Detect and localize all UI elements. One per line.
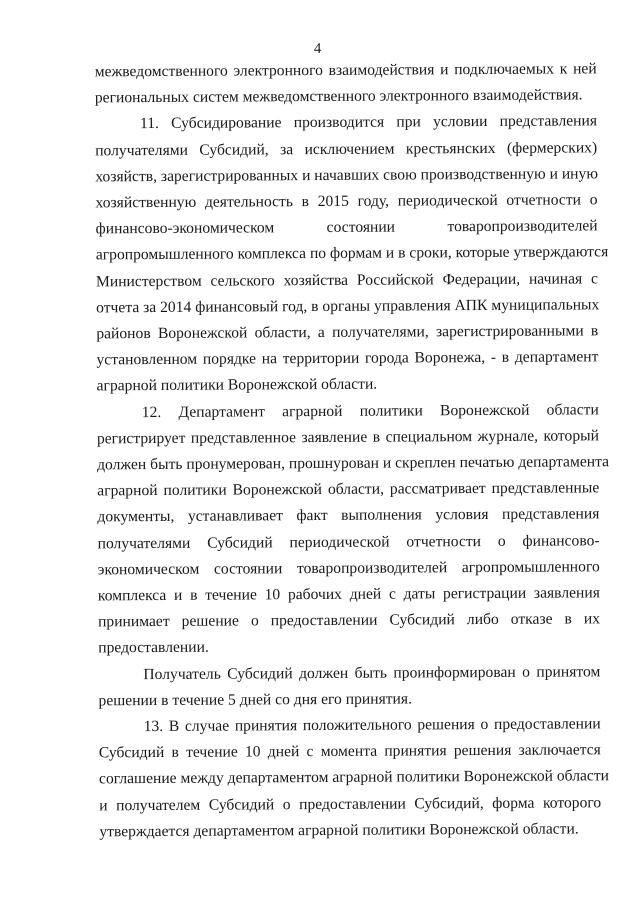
text-line: 12. Департамент аграрной политики Воронежской области bbox=[141, 400, 599, 421]
text-line: агропромышленного комплекса по формам и в сроки, которые утверждаются bbox=[95, 243, 609, 264]
text-line: 11. Субсидирование производится при условии представления bbox=[139, 112, 598, 133]
text-line: предоставлении. bbox=[98, 639, 209, 657]
text-line: соглашение между департаментом аграрной политики Воронежской области bbox=[98, 767, 610, 788]
text-line: районов Воронежской области, а получателями, зарегистрированными в bbox=[96, 322, 599, 343]
text-line: отчета за 2014 финансовый год, в органы управления АПК муниципальных bbox=[96, 296, 600, 317]
text-line: комплекса и в течение 10 рабочих дней с даты регистрации заявления bbox=[97, 584, 600, 605]
page-number: 4 bbox=[313, 40, 322, 58]
text-line: получателями Субсидий периодической отчетности о финансово- bbox=[97, 531, 600, 553]
text-line: должен быть пронумерован, прошнурован и скреплен печатью департамента bbox=[97, 453, 610, 474]
text-line: хозяйств, зарегистрированных и начавших свою производственную и иную bbox=[95, 165, 598, 186]
paragraph-13 bbox=[98, 711, 610, 845]
text-line: Получатель Субсидий должен быть проинформирован о принятом bbox=[143, 662, 601, 683]
text-line: межведомственного электронного взаимодействия и подключаемых к ней bbox=[94, 60, 597, 81]
paragraph-continuation bbox=[95, 56, 597, 111]
text-line: Министерством сельского хозяйства Российской Федерации, начиная с bbox=[95, 269, 599, 290]
text-line: утверждается департаментом аграрной политики Воронежской области. bbox=[99, 820, 579, 841]
paragraph-notification bbox=[98, 659, 600, 714]
text-line: Субсидий в течение 10 дней с момента принятия решения заключается bbox=[98, 741, 601, 762]
text-line: финансово-экономическом состоянии товаропроизводителей bbox=[95, 217, 598, 238]
text-line: хозяйственную деятельность в 2015 году, периодической отчетности о bbox=[95, 191, 598, 212]
text-line: документы, устанавливает факт выполнения условия представления bbox=[97, 505, 600, 526]
text-line: 13. В случае принятия положительного решения о предоставлении bbox=[143, 715, 601, 736]
text-line: и получателем Субсидий о предоставлении Субсидий, форма которого bbox=[99, 793, 602, 815]
text-line: получателями Субсидий, за исключением крестьянских (фермерских) bbox=[95, 138, 598, 159]
paragraph-12 bbox=[96, 397, 610, 662]
text-line: регистрирует представленное заявление в специальном журнале, который bbox=[96, 427, 599, 448]
text-line: экономическом состоянии товаропроизводителей агропромышленного bbox=[97, 558, 600, 579]
text-line: региональных систем межведомственного электронного взаимодействия. bbox=[94, 86, 583, 107]
text-line: принимает решение о предоставлении Субсидий либо отказе в их bbox=[97, 610, 601, 631]
text-line: аграрной политики Воронежской области, рассматривает представленные bbox=[97, 479, 600, 500]
text-line: аграрной политики Воронежской области. bbox=[96, 376, 378, 395]
text-line: решении в течение 5 дней со дня его принятия. bbox=[98, 690, 413, 710]
text-line: установленном порядке на территории города Воронежа, - в департамент bbox=[96, 348, 599, 369]
paragraph-11 bbox=[95, 109, 609, 400]
document-body bbox=[94, 56, 610, 845]
